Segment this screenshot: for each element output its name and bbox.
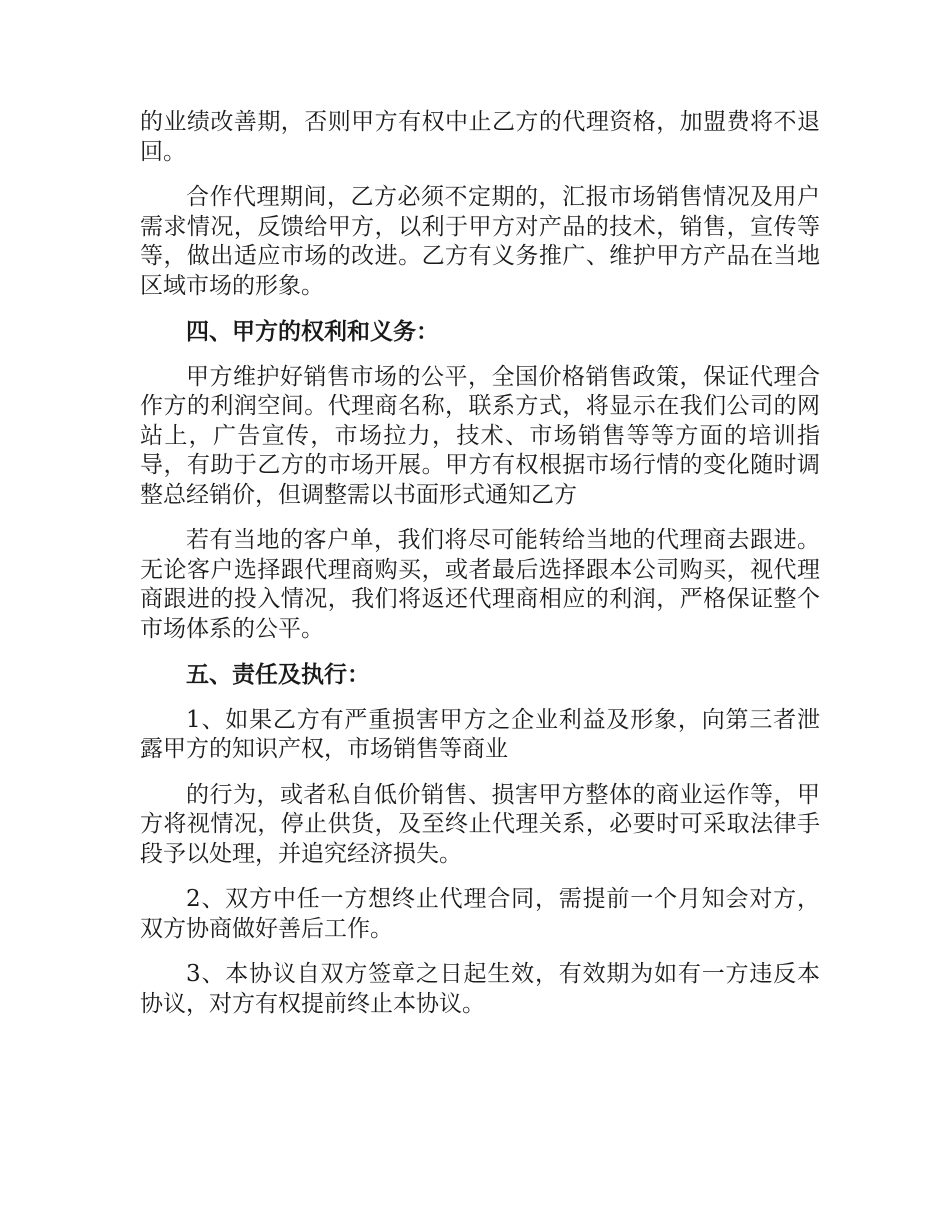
paragraph: 的业绩改善期，否则甲方有权中止乙方的代理资格，加盟费将不退回。 — [140, 109, 820, 165]
paragraph: 1、如果乙方有严重损害甲方之企业利益及形象，向第三者泄露甲方的知识产权，市场销售等商业 — [140, 706, 820, 762]
section-heading: 五、责任及执行： — [186, 661, 370, 688]
paragraph: 2、双方中任一方想终止代理合同，需提前一个月知会对方，双方协商做好善后工作。 — [140, 886, 820, 942]
paragraph: 若有当地的客户单，我们将尽可能转给当地的代理商去跟进。无论客户选择跟代理商购买，或者最后选择跟本公司购买，视代理商跟进的投入情况，我们将返还代理商相应的利润，严格保证整个市场体系的公平。 — [140, 527, 820, 642]
section-heading: 四、甲方的权利和义务： — [186, 318, 439, 345]
paragraph: 的行为，或者私自低价销售、损害甲方整体的商业运作等，甲方将视情况，停止供货，及至终止代理关系，必要时可采取法律手段予以处理，并追究经济损失。 — [140, 781, 820, 867]
paragraph: 甲方维护好销售市场的公平，全国价格销售政策，保证代理合作方的利润空间。代理商名称，联系方式，将显示在我们公司的网站上，广告宣传，市场拉力，技术、市场销售等等方面的培训指导，有助于乙方的市场开展。甲方有权根据市场行情的变化随时调整总经销价，但调整需以书面形式通知乙方 — [140, 363, 820, 508]
paragraph: 3、本协议自双方签章之日起生效，有效期为如有一方违反本协议，对方有权提前终止本协议。 — [140, 961, 820, 1017]
document-body — [140, 108, 820, 1035]
paragraph: 合作代理期间，乙方必须不定期的，汇报市场销售情况及用户需求情况，反馈给甲方，以利于甲方对产品的技术，销售，宣传等等，做出适应市场的改进。乙方有义务推广、维护甲方产品在当地区域市场的形象。 — [140, 184, 820, 299]
